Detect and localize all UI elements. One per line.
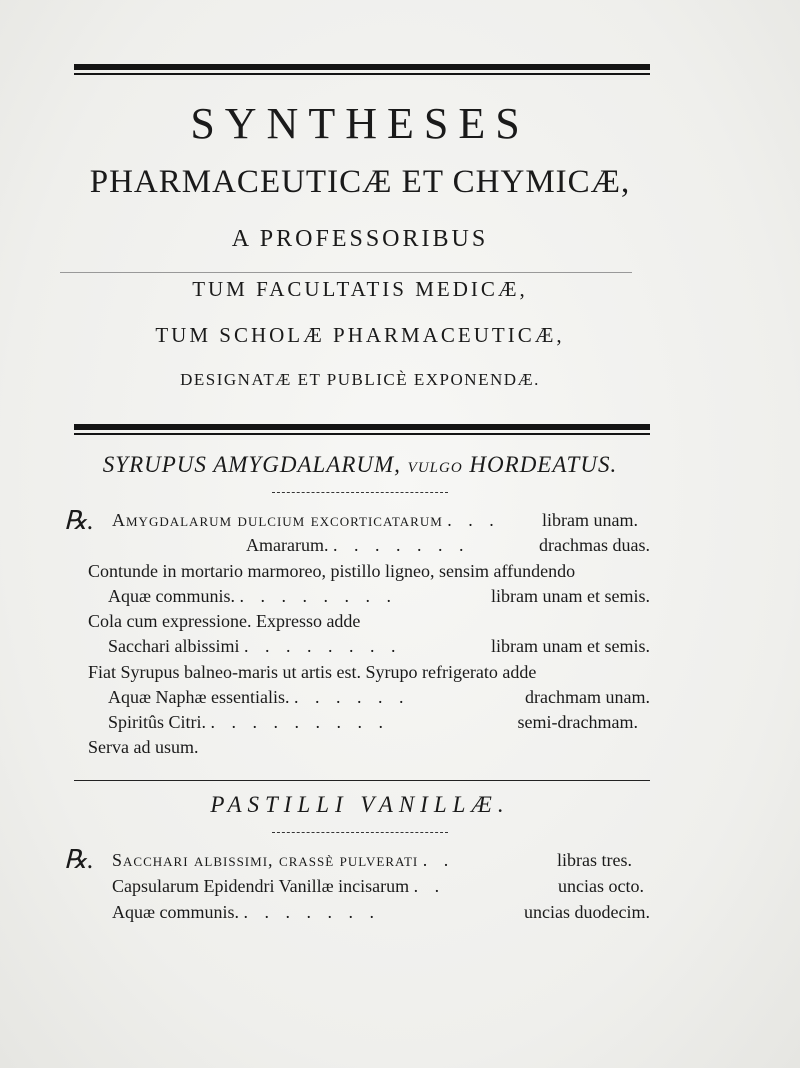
recipe1-line-9: Spiritûs Citri. . . . . . . . . . xyxy=(108,712,390,732)
purpose-line: DESIGNATÆ ET PUBLICÈ EXPONENDÆ. xyxy=(180,370,540,389)
recipe2-line-1: Sacchari albissimi, crassè pulverati . . xyxy=(112,850,455,870)
recipe1-line-4: Aquæ communis. . . . . . . . . xyxy=(108,586,398,606)
recipe1-title-end: HORDEATUS. xyxy=(469,452,618,477)
recipe2-qty-2: uncias octo. xyxy=(558,876,644,896)
recipe1-line-10: Serva ad usum. xyxy=(88,737,199,757)
recipe1-line-1: Amygdalarum dulcium excorticatarum . . . xyxy=(112,510,500,530)
recipe1-line-5: Cola cum expressione. Expresso adde xyxy=(88,611,361,631)
recipe1-line-3: Contunde in mortario marmoreo, pistillo ligneo, sensim affundendo xyxy=(88,561,576,581)
recipe1-line-8: Aquæ Naphæ essentialis. . . . . . . xyxy=(108,687,410,707)
recipe1-title xyxy=(60,452,660,478)
recipe1-qty-1: libram unam. xyxy=(542,510,638,530)
recipe1-qty-2: drachmas duas. xyxy=(539,535,650,555)
top-double-rule xyxy=(74,64,650,75)
recipe1-line-2: Amararum. . . . . . . . xyxy=(246,535,470,555)
recipe2-rx-symbol: ℞. xyxy=(64,845,94,874)
faint-rule xyxy=(60,272,632,273)
recipe2-qty-3: uncias duodecim. xyxy=(524,902,650,922)
subtitle: PHARMACEUTICÆ ET CHYMICÆ, xyxy=(89,164,631,200)
faculty-line-2: TUM SCHOLÆ PHARMACEUTICÆ, xyxy=(155,323,565,347)
by-line: A PROFESSORIBUS xyxy=(231,226,489,252)
recipe1-title-main: SYRUPUS AMYGDALARUM, xyxy=(102,452,401,477)
recipe1-qty-9: semi-drachmam. xyxy=(517,712,638,732)
recipe2-line-3: Aquæ communis. . . . . . . . xyxy=(112,902,381,922)
recipe1-rx-symbol: ℞. xyxy=(64,506,94,535)
recipe2-underline xyxy=(272,832,448,833)
recipe1-qty-4: libram unam et semis. xyxy=(491,586,650,606)
recipe1-line-6: Sacchari albissimi . . . . . . . . xyxy=(108,636,402,656)
recipe1-underline xyxy=(272,492,448,493)
recipe1-qty-6: libram unam et semis. xyxy=(491,636,650,656)
recipe2-qty-1: libras tres. xyxy=(557,850,632,870)
mid-double-rule xyxy=(74,424,650,435)
recipe1-title-vulgo: VULGO xyxy=(407,460,463,476)
recipe1-line-7: Fiat Syrupus balneo-maris ut artis est. Syrupo refrigerato adde xyxy=(88,662,537,682)
title: SYNTHESES xyxy=(190,99,530,148)
recipe2-line-2: Capsularum Epidendri Vanillæ incisarum . . xyxy=(112,876,446,896)
recipe1-qty-8: drachmam unam. xyxy=(525,687,650,707)
faculty-line-1: TUM FACULTATIS MEDICÆ, xyxy=(192,277,528,301)
section-rule xyxy=(74,780,650,781)
recipe2-title: PASTILLI VANILLÆ. xyxy=(210,792,510,817)
